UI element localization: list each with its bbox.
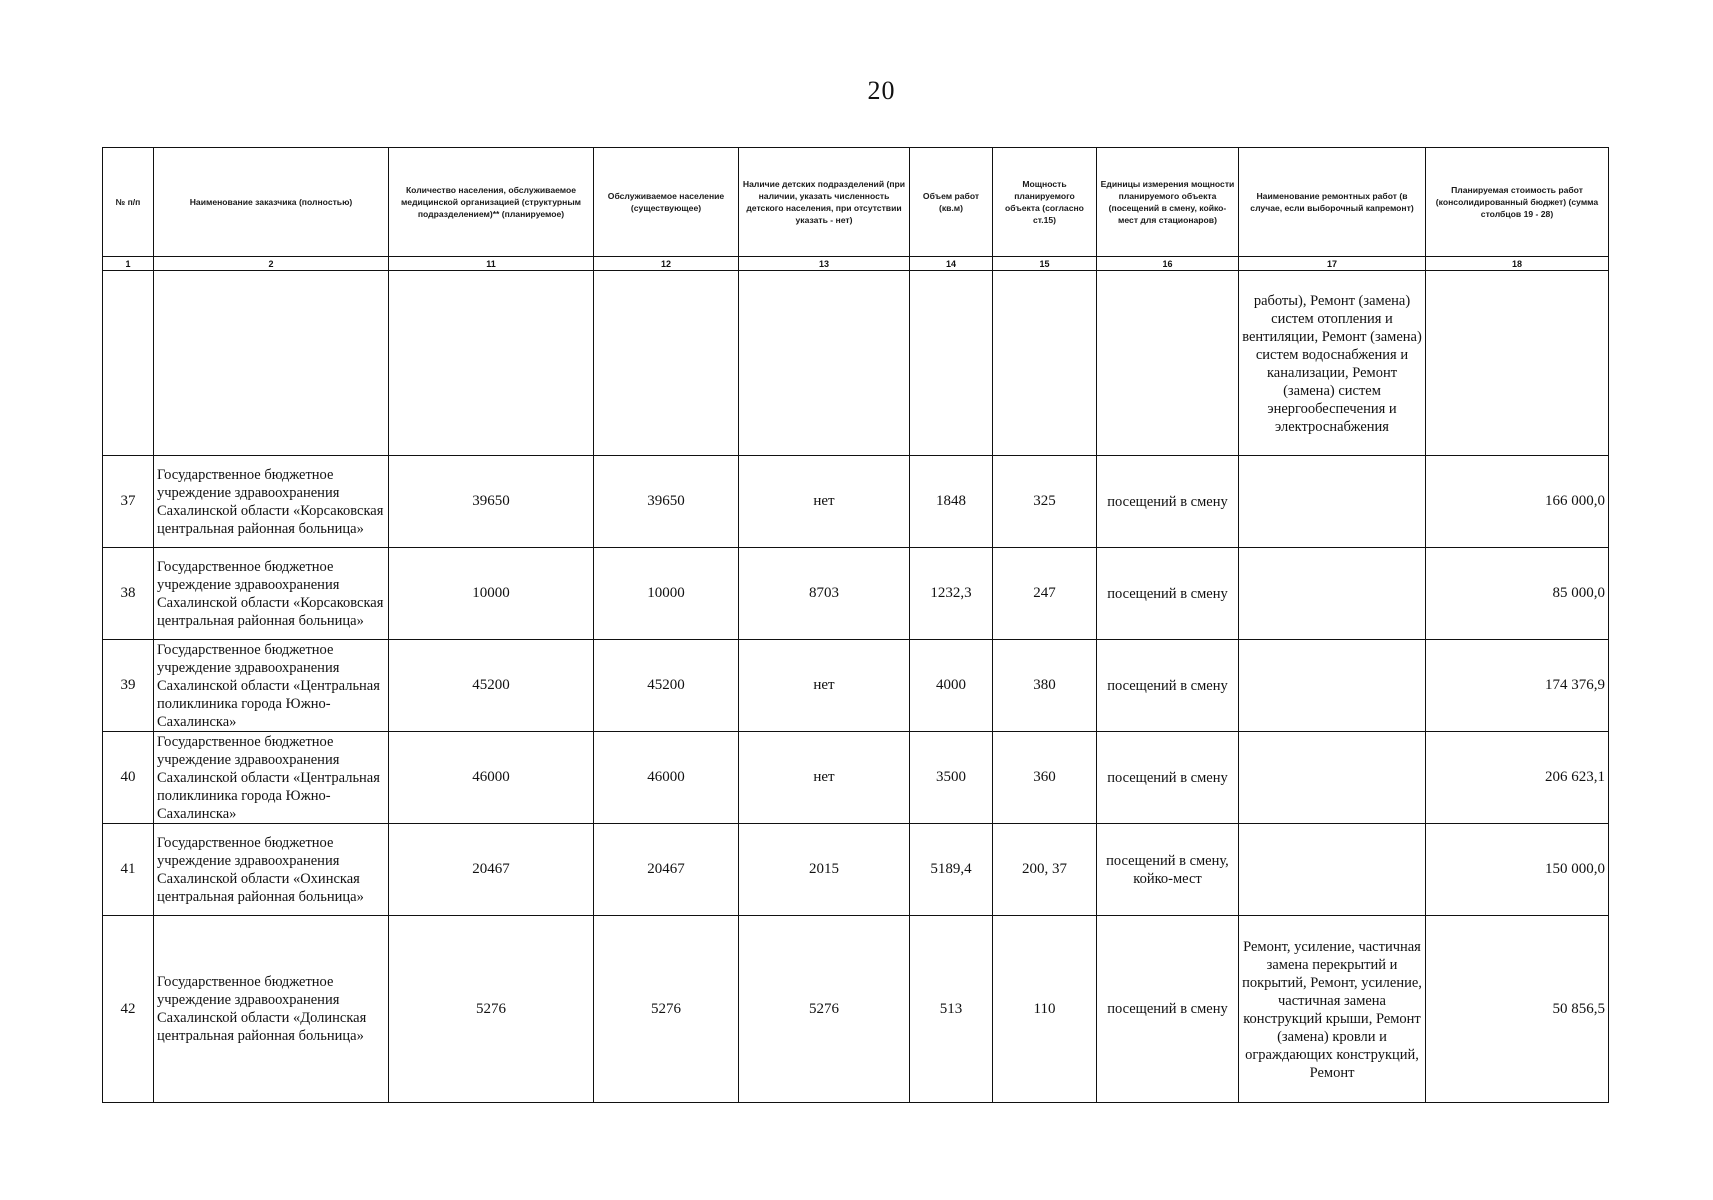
table-cell-empty [594, 271, 739, 456]
table-row [103, 824, 1609, 916]
row-number: 40 [103, 732, 154, 824]
population-planned: 10000 [389, 548, 594, 640]
children-units: нет [739, 732, 910, 824]
header-capacity-units: Единицы измерения мощности планируемого объекта (посещений в смену, койко-мест для стационаров) [1097, 148, 1239, 257]
column-number: 11 [389, 257, 594, 271]
row-number: 42 [103, 916, 154, 1103]
table-row [103, 916, 1609, 1103]
children-units: 5276 [739, 916, 910, 1103]
capacity-units: посещений в смену [1097, 732, 1239, 824]
planned-cost: 85 000,0 [1426, 548, 1609, 640]
repair-works-cell [1239, 824, 1426, 916]
table-cell-empty [739, 271, 910, 456]
table-cell-empty [993, 271, 1097, 456]
population-existing: 10000 [594, 548, 739, 640]
column-number-row [103, 257, 1609, 271]
customer-name: Государственное бюджетное учреждение здравоохранения Сахалинской области «Корсаковская центральная районная больница» [154, 456, 389, 548]
work-volume: 3500 [910, 732, 993, 824]
capacity-units: посещений в смену [1097, 916, 1239, 1103]
header-work-volume: Объем работ (кв.м) [910, 148, 993, 257]
population-existing: 46000 [594, 732, 739, 824]
column-number: 18 [1426, 257, 1609, 271]
table-row [103, 732, 1609, 824]
capacity-units: посещений в смену [1097, 456, 1239, 548]
repair-works-cell: работы), Ремонт (замена) систем отопления и вентиляции, Ремонт (замена) систем водоснабжения и канализации, Ремонт (замена) систем энергообеспечения и электроснабжения [1239, 271, 1426, 456]
column-number: 14 [910, 257, 993, 271]
planned-cost: 206 623,1 [1426, 732, 1609, 824]
repair-works-cell [1239, 548, 1426, 640]
children-units: 2015 [739, 824, 910, 916]
header-planned-cost: Планируемая стоимость работ (консолидированный бюджет) (сумма столбцов 19 - 28) [1426, 148, 1609, 257]
column-number: 2 [154, 257, 389, 271]
column-number: 16 [1097, 257, 1239, 271]
table-cell-empty [103, 271, 154, 456]
planned-cost: 166 000,0 [1426, 456, 1609, 548]
header-n: № п/п [103, 148, 154, 257]
row-number: 38 [103, 548, 154, 640]
population-planned: 45200 [389, 640, 594, 732]
row-number: 39 [103, 640, 154, 732]
work-volume: 5189,4 [910, 824, 993, 916]
capital-repair-table [102, 147, 1609, 1103]
planned-cost: 174 376,9 [1426, 640, 1609, 732]
table-cell-empty [154, 271, 389, 456]
table-row [103, 548, 1609, 640]
capacity: 380 [993, 640, 1097, 732]
table-cell-empty [1097, 271, 1239, 456]
column-number: 13 [739, 257, 910, 271]
customer-name: Государственное бюджетное учреждение здравоохранения Сахалинской области «Долинская центральная районная больница» [154, 916, 389, 1103]
header-customer-name: Наименование заказчика (полностью) [154, 148, 389, 257]
row-number: 41 [103, 824, 154, 916]
population-planned: 39650 [389, 456, 594, 548]
children-units: нет [739, 640, 910, 732]
planned-cost: 150 000,0 [1426, 824, 1609, 916]
repair-works-cell [1239, 640, 1426, 732]
capacity-units: посещений в смену, койко-мест [1097, 824, 1239, 916]
population-planned: 5276 [389, 916, 594, 1103]
capacity: 200, 37 [993, 824, 1097, 916]
work-volume: 1848 [910, 456, 993, 548]
work-volume: 4000 [910, 640, 993, 732]
capacity: 325 [993, 456, 1097, 548]
table-cell-empty [1426, 271, 1609, 456]
customer-name: Государственное бюджетное учреждение здравоохранения Сахалинской области «Центральная поликлиника города Южно-Сахалинска» [154, 640, 389, 732]
capacity-units: посещений в смену [1097, 640, 1239, 732]
table-row [103, 456, 1609, 548]
population-existing: 5276 [594, 916, 739, 1103]
planned-cost: 50 856,5 [1426, 916, 1609, 1103]
header-repair-works: Наименование ремонтных работ (в случае, если выборочный капремонт) [1239, 148, 1426, 257]
population-existing: 45200 [594, 640, 739, 732]
page-number: 20 [867, 76, 896, 105]
work-volume: 1232,3 [910, 548, 993, 640]
customer-name: Государственное бюджетное учреждение здравоохранения Сахалинской области «Охинская центральная районная больница» [154, 824, 389, 916]
header-row [103, 148, 1609, 257]
repair-works-cell [1239, 456, 1426, 548]
population-planned: 46000 [389, 732, 594, 824]
table-row [103, 640, 1609, 732]
capacity: 360 [993, 732, 1097, 824]
repair-works-cell [1239, 732, 1426, 824]
table-cell-empty [910, 271, 993, 456]
population-existing: 20467 [594, 824, 739, 916]
children-units: нет [739, 456, 910, 548]
population-planned: 20467 [389, 824, 594, 916]
header-capacity: Мощность планируемого объекта (согласно ст.15) [993, 148, 1097, 257]
header-population-existing: Обслуживаемое население (существующее) [594, 148, 739, 257]
column-number: 1 [103, 257, 154, 271]
capacity: 247 [993, 548, 1097, 640]
column-number: 17 [1239, 257, 1426, 271]
header-children-units: Наличие детских подразделений (при наличии, указать численность детского населения, при отсутствии указать - нет) [739, 148, 910, 257]
repair-works-cell: Ремонт, усиление, частичная замена перекрытий и покрытий, Ремонт, усиление, частичная замена конструкций крыши, Ремонт (замена) кровли и ограждающих конструкций, Ремонт [1239, 916, 1426, 1103]
header-population-planned: Количество населения, обслуживаемое медицинской организацией (структурным подразделением)** (планируемое) [389, 148, 594, 257]
work-volume: 513 [910, 916, 993, 1103]
children-units: 8703 [739, 548, 910, 640]
capacity: 110 [993, 916, 1097, 1103]
customer-name: Государственное бюджетное учреждение здравоохранения Сахалинской области «Корсаковская центральная районная больница» [154, 548, 389, 640]
customer-name: Государственное бюджетное учреждение здравоохранения Сахалинской области «Центральная поликлиника города Южно-Сахалинска» [154, 732, 389, 824]
row-number: 37 [103, 456, 154, 548]
capacity-units: посещений в смену [1097, 548, 1239, 640]
table-row-continuation [103, 271, 1609, 456]
column-number: 15 [993, 257, 1097, 271]
column-number: 12 [594, 257, 739, 271]
table-cell-empty [389, 271, 594, 456]
population-existing: 39650 [594, 456, 739, 548]
